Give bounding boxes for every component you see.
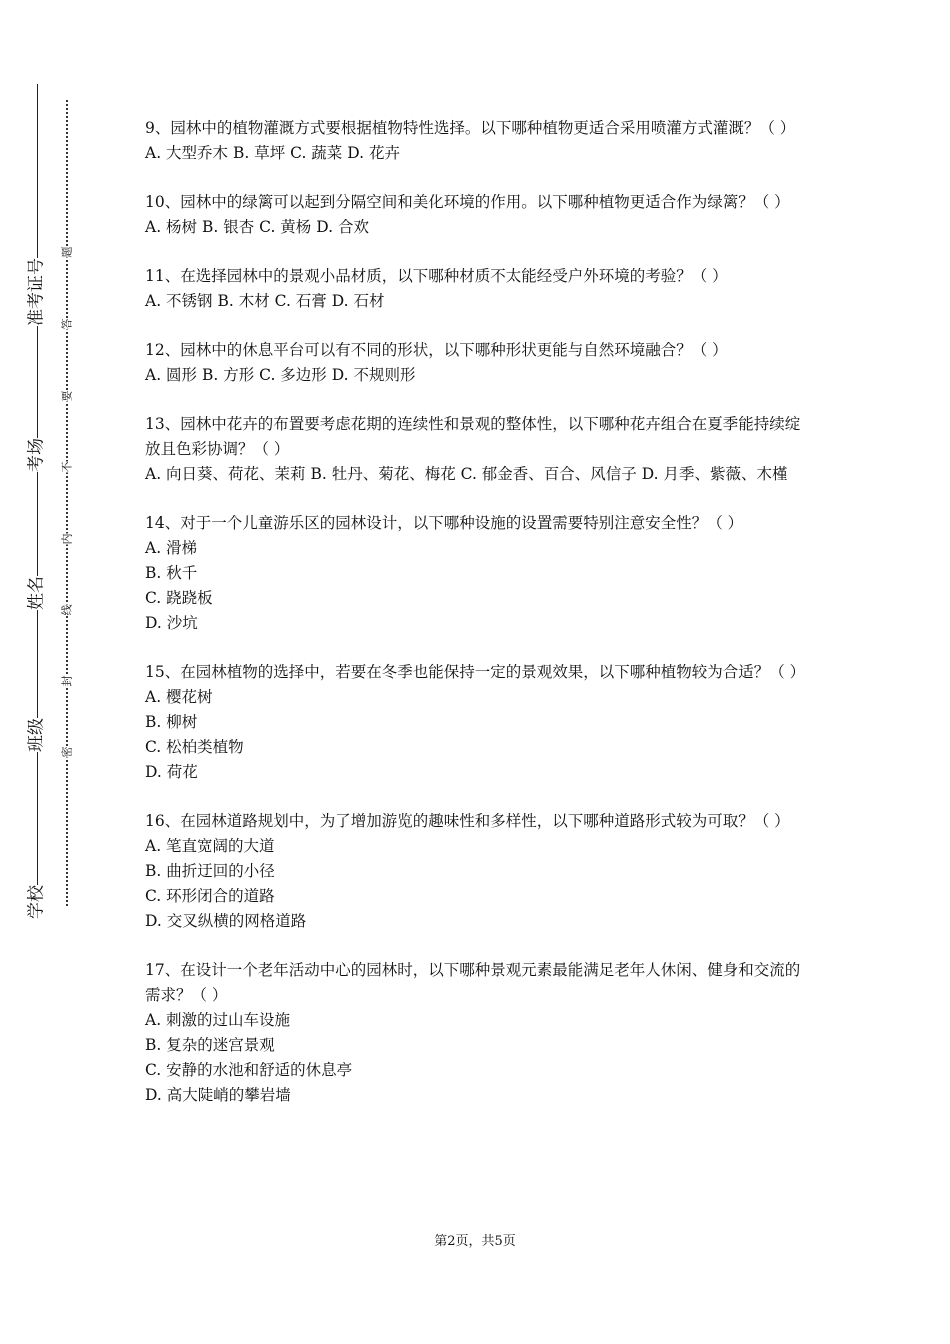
question-stem: 9、园林中的植物灌溉方式要根据植物特性选择。以下哪种植物更适合采用喷灌方式灌溉？（ ） bbox=[145, 119, 796, 137]
question-stem: 12、园林中的休息平台可以有不同的形状，以下哪种形状更能与自然环境融合？（ ） bbox=[145, 341, 728, 359]
binding-dotted-line bbox=[66, 100, 68, 906]
label-school: 学校 bbox=[26, 885, 47, 919]
question-15 bbox=[145, 660, 810, 785]
seal-char: 内 bbox=[60, 533, 74, 545]
question-11 bbox=[145, 264, 810, 314]
option-d: D. 交叉纵横的网格道路 bbox=[145, 912, 307, 930]
question-stem: 11、在选择园林中的景观小品材质，以下哪种材质不太能经受户外环境的考验？（ ） bbox=[145, 267, 728, 285]
seal-char: 答 bbox=[60, 318, 74, 330]
label-exam-id: 准考证号 bbox=[26, 258, 47, 326]
options-line: A. 向日葵、荷花、茉莉 B. 牡丹、菊花、梅花 C. 郁金香、百合、风信子 D. 月季、紫薇、木槿 bbox=[145, 465, 788, 483]
options-line: A. 不锈钢 B. 木材 C. 石膏 D. 石材 bbox=[145, 292, 385, 310]
binding-solid-line bbox=[37, 84, 38, 910]
option-c: C. 安静的水池和舒适的休息亭 bbox=[145, 1061, 353, 1079]
question-list bbox=[145, 116, 810, 1132]
seal-char: 不 bbox=[60, 461, 74, 473]
question-16 bbox=[145, 809, 810, 934]
option-d: D. 高大陡峭的攀岩墙 bbox=[145, 1086, 291, 1104]
seal-char: 线 bbox=[60, 604, 74, 616]
seal-char: 封 bbox=[60, 675, 74, 687]
options-line: A. 大型乔木 B. 草坪 C. 蔬菜 D. 花卉 bbox=[145, 144, 400, 162]
question-12 bbox=[145, 338, 810, 388]
option-b: B. 曲折迂回的小径 bbox=[145, 862, 275, 880]
seal-char: 题 bbox=[60, 246, 74, 258]
option-c: C. 松柏类植物 bbox=[145, 738, 244, 756]
option-d: D. 沙坑 bbox=[145, 614, 198, 632]
option-a: A. 樱花树 bbox=[145, 688, 213, 706]
label-class: 班级 bbox=[26, 718, 47, 752]
option-a: A. 笔直宽阔的大道 bbox=[145, 837, 275, 855]
option-d: D. 荷花 bbox=[145, 763, 198, 781]
seal-char: 要 bbox=[60, 390, 74, 402]
option-b: B. 秋千 bbox=[145, 564, 198, 582]
label-name: 姓名 bbox=[26, 576, 47, 610]
question-stem: 14、对于一个儿童游乐区的园林设计，以下哪种设施的设置需要特别注意安全性？（ ） bbox=[145, 514, 744, 532]
options-line: A. 杨树 B. 银杏 C. 黄杨 D. 合欢 bbox=[145, 218, 369, 236]
question-9 bbox=[145, 116, 810, 166]
option-a: A. 滑梯 bbox=[145, 539, 198, 557]
question-stem: 10、园林中的绿篱可以起到分隔空间和美化环境的作用。以下哪种植物更适合作为绿篱？（ ） bbox=[145, 193, 790, 211]
question-17 bbox=[145, 958, 810, 1108]
page-number: 第2页，共5页 bbox=[434, 1234, 516, 1249]
options-line: A. 圆形 B. 方形 C. 多边形 D. 不规则形 bbox=[145, 366, 416, 384]
question-stem: 17、在设计一个老年活动中心的园林时，以下哪种景观元素最能满足老年人休闲、健身和交流的需求？（ ） bbox=[145, 961, 801, 1004]
question-14 bbox=[145, 511, 810, 636]
question-stem: 15、在园林植物的选择中，若要在冬季也能保持一定的景观效果，以下哪种植物较为合适？（ ） bbox=[145, 663, 806, 681]
option-a: A. 刺激的过山车设施 bbox=[145, 1011, 291, 1029]
seal-char: 密 bbox=[60, 746, 74, 758]
option-b: B. 柳树 bbox=[145, 713, 198, 731]
option-c: C. 环形闭合的道路 bbox=[145, 887, 275, 905]
binding-margin bbox=[0, 0, 110, 1344]
question-10 bbox=[145, 190, 810, 240]
question-stem: 13、园林中花卉的布置要考虑花期的连续性和景观的整体性，以下哪种花卉组合在夏季能持续绽放且色彩协调？（ ） bbox=[145, 415, 801, 458]
question-stem: 16、在园林道路规划中，为了增加游览的趣味性和多样性，以下哪种道路形式较为可取？（ ） bbox=[145, 812, 790, 830]
label-exam-room: 考场 bbox=[26, 438, 47, 472]
question-13 bbox=[145, 412, 810, 487]
option-b: B. 复杂的迷宫景观 bbox=[145, 1036, 275, 1054]
option-c: C. 跷跷板 bbox=[145, 589, 213, 607]
